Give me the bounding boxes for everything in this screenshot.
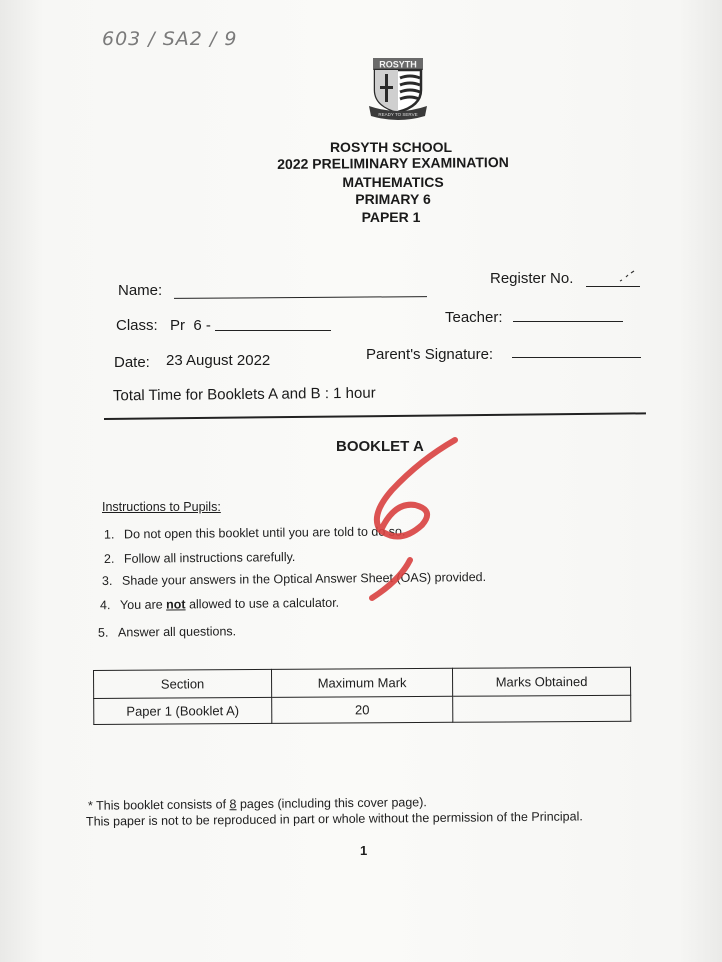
booklet-title: BOOKLET A (336, 438, 424, 455)
table-header-row (94, 667, 631, 698)
instruction-item: 2. Follow all instructions carefully. (103, 549, 296, 567)
date-value: 23 August 2022 (166, 352, 271, 369)
divider (104, 412, 646, 420)
instruction-item: 5. Answer all questions. (97, 624, 237, 640)
instructions-title: Instructions to Pupils: (102, 500, 221, 514)
header-marks-obtained: Marks Obtained (452, 667, 630, 696)
cell-section: Paper 1 (Booklet A) (94, 697, 272, 724)
class-field[interactable] (215, 314, 331, 330)
school-name: ROSYTH SCHOOL (329, 139, 453, 155)
cell-maximum-mark: 20 (272, 696, 453, 723)
date-label: Date: (114, 354, 150, 371)
cell-marks-obtained[interactable] (453, 695, 631, 722)
class-prefix: Pr 6 - (170, 317, 211, 334)
total-time: Total Time for Booklets A and B : 1 hour (112, 384, 376, 405)
pencil-mark-icon (618, 268, 638, 284)
table-row (94, 695, 631, 724)
parent-signature-field[interactable] (512, 342, 641, 358)
register-no-label: Register No. (490, 270, 574, 287)
instruction-item: 4. You are not allowed to use a calculator. (99, 595, 340, 613)
exam-title: 2022 PRELIMINARY EXAMINATION (277, 153, 509, 173)
svg-text:READY TO SERVE: READY TO SERVE (378, 112, 418, 117)
teacher-label: Teacher: (445, 309, 503, 326)
header-section: Section (94, 669, 272, 698)
header-maximum-mark: Maximum Mark (271, 668, 452, 697)
pages-note: * This booklet consists of 8 pages (including this cover page). (87, 795, 427, 813)
emphasis-not: not (166, 597, 186, 612)
school-crest-icon (367, 56, 429, 120)
class-label: Class: (116, 317, 158, 334)
page-number: 1 (360, 843, 368, 858)
marks-table (93, 667, 631, 725)
svg-text:ROSYTH: ROSYTH (379, 59, 417, 70)
subject-title: MATHEMATICS (342, 174, 444, 190)
instruction-item: 1. Do not open this booklet until you are told to do so. (103, 524, 406, 542)
parent-signature-label: Parent's Signature: (366, 346, 494, 363)
name-label: Name: (118, 282, 163, 299)
copyright-note: This paper is not to be reproduced in part or whole without the permission of the Principal. (85, 809, 583, 829)
level-title: PRIMARY 6 (355, 191, 431, 207)
teacher-field[interactable] (513, 306, 623, 322)
instruction-item: 3. Shade your answers in the Optical Answer Sheet (OAS) provided. (101, 569, 487, 589)
reference-code: 603 / SA2 / 9 (102, 28, 238, 50)
paper-title: PAPER 1 (361, 209, 421, 225)
